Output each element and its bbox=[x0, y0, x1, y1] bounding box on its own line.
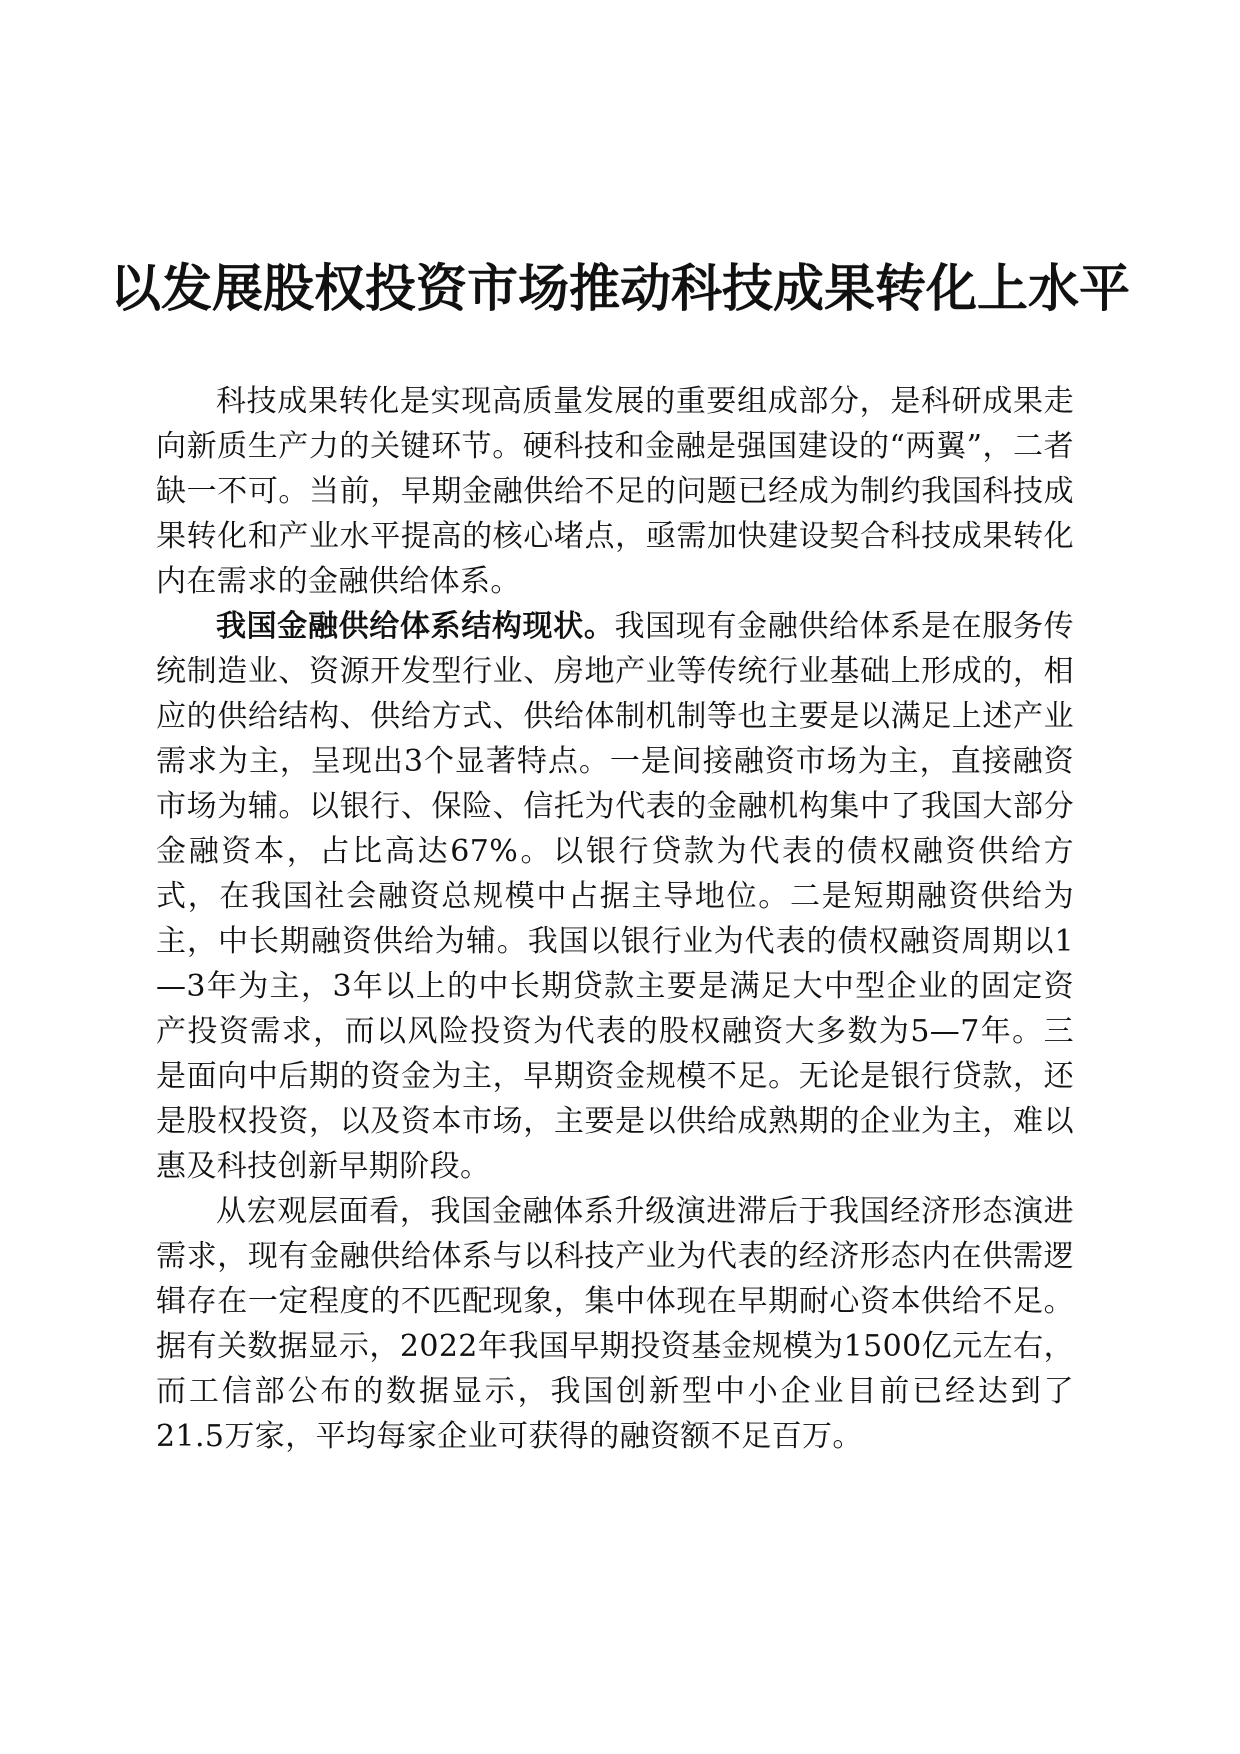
paragraph-intro bbox=[156, 379, 1074, 604]
document-title: 以发展股权投资市场推动科技成果转化上水平 bbox=[109, 260, 1130, 319]
paragraph-macro-view bbox=[156, 1189, 1074, 1459]
paragraph-structure-status bbox=[156, 604, 1074, 1189]
paragraph-text: 科技成果转化是实现高质量发展的重要组成部分，是科研成果走向新质生产力的关键环节。硬科技和金融是强国建设的“两翼”，二者缺一不可。当前，早期金融供给不足的问题已经成为制约我国科技成果转化和产业水平提高的核心堵点，亟需加快建设契合科技成果转化内在需求的金融供给体系。 bbox=[156, 384, 1074, 599]
paragraph-text: 我国现有金融供给体系是在服务传统制造业、资源开发型行业、房地产业等传统行业基础上形成的，相应的供给结构、供给方式、供给体制机制等也主要是以满足上述产业需求为主，呈现出3个显著特点。一是间接融资市场为主，直接融资市场为辅。以银行、保险、信托为代表的金融机构集中了我国大部分金融资本，占比高达67%。以银行贷款为代表的债权融资供给方式，在我国社会融资总规模中占据主导地位。二是短期融资供给为主，中长期融资供给为辅。我国以银行业为代表的债权融资周期以1—3年为主，3年以上的中长期贷款主要是满足大中型企业的固定资产投资需求，而以风险投资为代表的股权融资大多数为5—7年。三是面向中后期的资金为主，早期资金规模不足。无论是银行贷款，还是股权投资，以及资本市场，主要是以供给成熟期的企业为主，难以惠及科技创新早期阶段。 bbox=[156, 609, 1075, 1184]
paragraph-text: 从宏观层面看，我国金融体系升级演进滞后于我国经济形态演进需求，现有金融供给体系与以科技产业为代表的经济形态内在供需逻辑存在一定程度的不匹配现象，集中体现在早期耐心资本供给不足。据有关数据显示，2022年我国早期投资基金规模为1500亿元左右，而工信部公布的数据显示，我国创新型中小企业目前已经达到了21.5万家，平均每家企业可获得的融资额不足百万。 bbox=[156, 1194, 1074, 1454]
paragraph-lead-heading: 我国金融供给体系结构现状。 bbox=[216, 609, 615, 644]
document-body bbox=[156, 379, 1074, 1459]
